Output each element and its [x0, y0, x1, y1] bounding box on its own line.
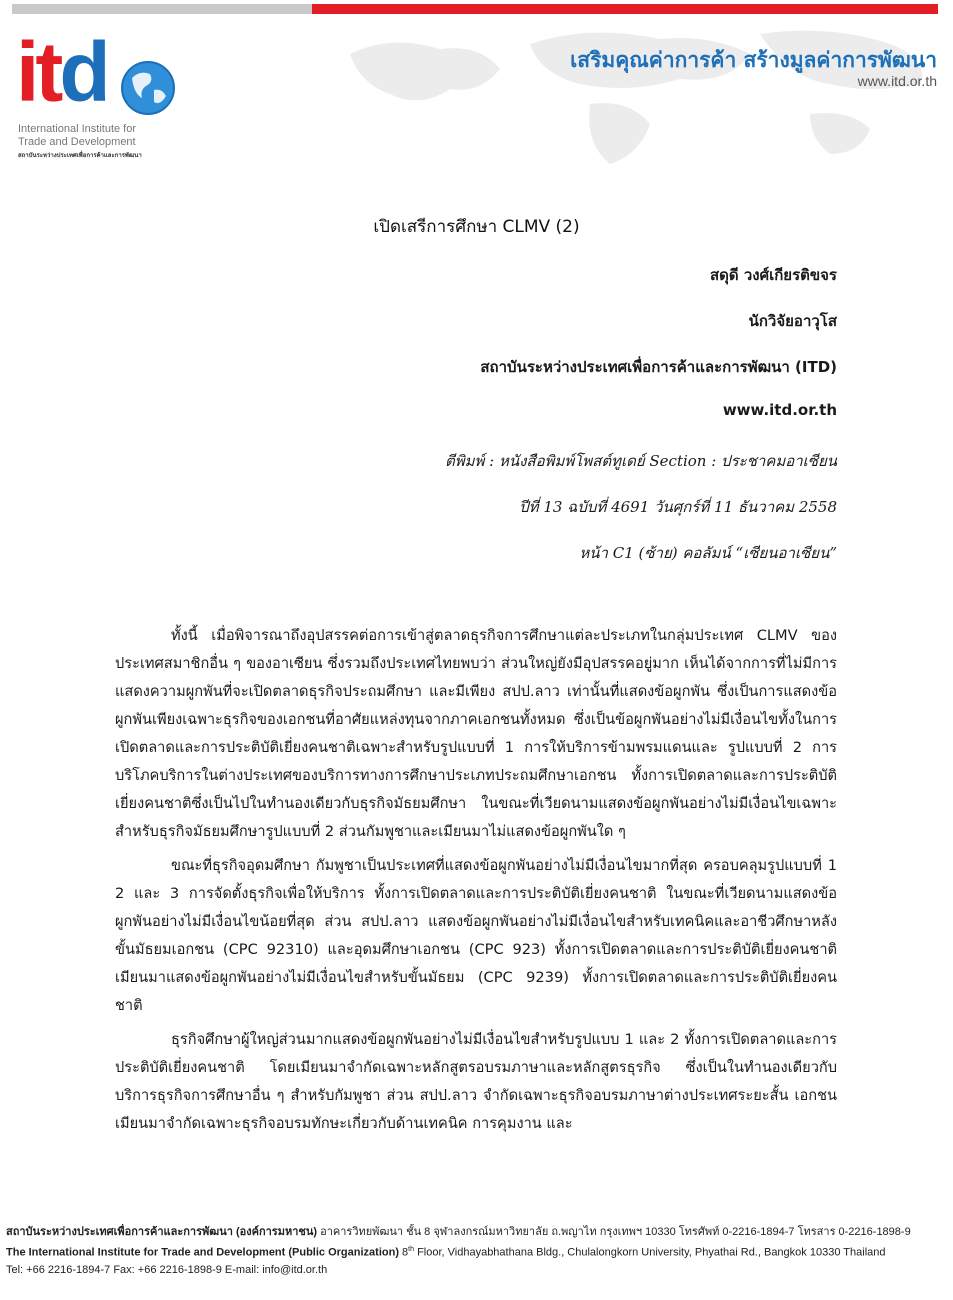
footer-contact-line: Tel: +66 2216-1894-7 Fax: +66 2216-1898-9 E-mail: info@itd.or.th	[6, 1263, 328, 1276]
author-name: สดุดี วงศ์เกียรติขจร	[709, 266, 837, 284]
article-body	[115, 622, 837, 1144]
paragraph-2: ขณะที่ธุรกิจอุดมศึกษา กัมพูชาเป็นประเทศที่แสดงข้อผูกพันอย่างไม่มีเงื่อนไขมากที่สุด ครอบคลุมรูปแบบที่ 1 2 และ 3 การจัดตั้งธุรกิจเพื่อให้บริการ ทั้งการเปิดตลาดและการประติบัติเยี่ยงคนชาติ ในขณะที่เวียดนามแสดงข้อผูกพันอย่างไม่มีเงื่อนไขน้อยที่สุด ส่วน สปป.ลาว แสดงข้อผูกพันอย่างไม่มีเงื่อนไขสำหรับเทคนิคและอาชีวศึกษาหลังขั้นมัธยมเอกชน (CPC 92310) และอุดมศึกษาเอกชน (CPC 923) ทั้งการเปิดตลาดและการประติบัติเยี่ยงคนชาติ เมียนมาแสดงข้อผูกพันอย่างไม่มีเงื่อนไขสำหรับขั้นมัธยม (CPC 9239) ทั้งการเปิดตลาดและการประติบัติเยี่ยงคนชาติ	[115, 857, 837, 1014]
publication-page-column: หน้า C1 (ซ้าย) คอลัมน์ “เซียนอาเซียน”	[579, 544, 837, 562]
header-bar-red	[312, 4, 938, 14]
institute-website[interactable]: www.itd.or.th	[722, 401, 837, 419]
publication-source: ตีพิมพ์ : หนังสือพิมพ์โพสต์ทูเดย์ Section : ประชาคมอาเซียน	[444, 452, 837, 470]
logo-wordmark: itd	[16, 25, 107, 119]
author-position: นักวิจัยอาวุโส	[748, 312, 837, 330]
paragraph-3: ธุรกิจศึกษาผู้ใหญ่ส่วนมากแสดงข้อผูกพันอย่างไม่มีเงื่อนไขสำหรับรูปแบบ 1 และ 2 ทั้งการเปิดตลาดและการประติบัติเยี่ยงคนชาติ โดยเมียนมาจำกัดเฉพาะหลักสูตรอบรมภาษาและหลักสูตรธุรกิจ ซึ่งเป็นในทำนองเดียวกับบริการธุรกิจการศึกษาอื่น ๆ สำหรับกัมพูชา ส่วน สปป.ลาว จำกัดเฉพาะธุรกิจอบรมภาษาต่างประเทศระยะสั้น เอกชนเมียนมาจำกัดเฉพาะธุรกิจอบรมทักษะเกี่ยวกับด้านเทคนิค การคุมงาน และ	[115, 1031, 837, 1132]
footer-floor: 8	[398, 1246, 409, 1259]
footer-english-address: Floor, Vidhayabhathana Bldg., Chulalongkorn University, Phyathai Rd., Bangkok 10330 Thailand	[414, 1246, 886, 1259]
article-title: เปิดเสรีการศึกษา CLMV (2)	[373, 217, 580, 237]
itd-logo	[16, 25, 176, 160]
paragraph-1: ทั้งนี้ เมื่อพิจารณาถึงอุปสรรคต่อการเข้าสู่ตลาดธุรกิจการศึกษาแต่ละประเภทในกลุ่มประเทศ CLMV ของประเทศสมาชิกอื่น ๆ ของอาเซียน ซึ่งรวมถึงประเทศไทยพบว่า ส่วนใหญ่ยังมีอุปสรรคอยู่มาก เห็นได้จากการที่ไม่มีการแสดงความผูกพันที่จะเปิดตลาดธุรกิจประถมศึกษา และมีเพียง สปป.ลาว เท่านั้นที่แสดงข้อผูกพัน ซึ่งเป็นการแสดงข้อผูกพันเพียงเฉพาะธุรกิจของเอกชนที่อาศัยแหล่งทุนจากภาคเอกชนทั้งหมด ซึ่งเป็นข้อผูกพันอย่างไม่มีเงื่อนไขทั้งในการเปิดตลาดและการประติบัติเยี่ยงคนชาติเฉพาะสำหรับรูปแบบที่ 1 การให้บริการข้ามพรมแดนและ รูปแบบที่ 2 การบริโภคบริการในต่างประเทศของบริการทางการศึกษาประเภทประถมศึกษาเอกชน ทั้งการเปิดตลาดและการประติบัติเยี่ยงคนชาติซึ่งเป็นไปในทำนองเดียวกับธุรกิจมัธยมศึกษา ในขณะที่เวียดนามแสดงข้อผูกพันอย่างไม่มีเงื่อนไขเฉพาะสำหรับธุรกิจมัธยมศึกษารูปแบบที่ 2 ส่วนกัมพูชาและเมียนมาไม่แสดงข้อผูกพันใด ๆ	[115, 627, 837, 840]
publication-issue: ปีที่ 13 ฉบับที่ 4691 วันศุกร์ที่ 11 ธันวาคม 2558	[519, 498, 837, 516]
logo-thai-name: สถาบันระหว่างประเทศเพื่อการค้าและการพัฒนา	[18, 152, 142, 159]
header-bar-gray	[12, 4, 312, 14]
footer-english-name: The International Institute for Trade and Development (Public Organization)	[6, 1246, 399, 1259]
header-slogan: เสริมคุณค่าการค้า สร้างมูลค่าการพัฒนา	[570, 48, 937, 72]
footer-floor-suffix: th	[408, 1246, 415, 1253]
logo-english-line2: Trade and Development	[18, 136, 136, 148]
globe-icon	[120, 60, 176, 116]
world-map-background	[330, 14, 950, 174]
logo-english-line1: International Institute for	[18, 123, 137, 135]
institute-name: สถาบันระหว่างประเทศเพื่อการค้าและการพัฒนา (ITD)	[480, 358, 837, 376]
footer-thai-line	[6, 1224, 946, 1241]
footer-thai-address: อาคารวิทยพัฒนา ชั้น 8 จุฬาลงกรณ์มหาวิทยาลัย ถ.พญาไท กรุงเทพฯ 10330 โทรศัพท์ 0-2216-1894-7 โทรสาร 0-2216-1898-9	[317, 1226, 911, 1238]
page-footer	[6, 1224, 946, 1279]
footer-thai-name: สถาบันระหว่างประเทศเพื่อการค้าและการพัฒนา (องค์การมหาชน)	[6, 1226, 318, 1238]
header-website[interactable]: www.itd.or.th	[857, 73, 937, 89]
footer-english-line	[6, 1241, 946, 1262]
